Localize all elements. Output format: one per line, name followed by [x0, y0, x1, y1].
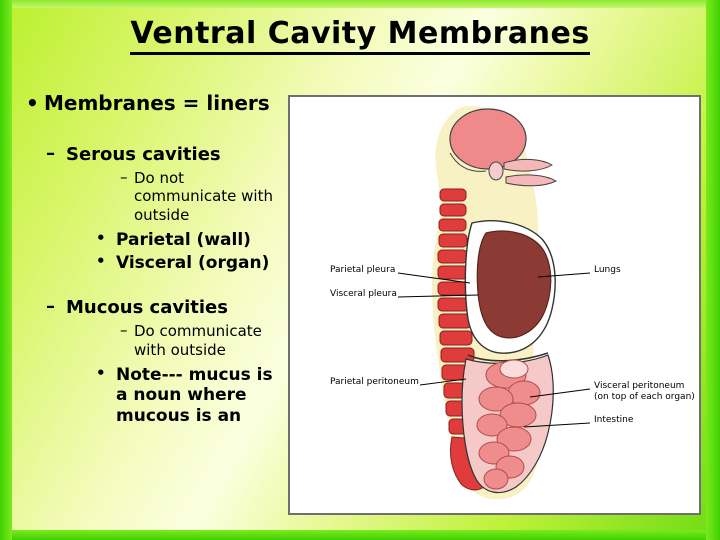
list-item-label: Serous cavities: [66, 143, 221, 165]
list-item-label: Note--- mucus is a noun where mucous is an: [116, 365, 273, 426]
slide-frame-left: [0, 0, 12, 540]
label-parietal-pleura: Parietal pleura: [330, 265, 396, 275]
anatomy-diagram-svg: [290, 97, 699, 513]
label-visceral-pleura: Visceral pleura: [330, 289, 397, 299]
slide-frame-top: [0, 0, 720, 8]
bullet-marker: –: [120, 321, 128, 340]
slide-frame-right: [706, 0, 720, 540]
bullet-marker: –: [46, 295, 55, 317]
list-item-label: Mucous cavities: [66, 296, 228, 318]
list-item-label: Do not communicate with outside: [134, 169, 273, 224]
list-item: [18, 297, 286, 319]
anatomy-figure: [288, 95, 701, 515]
list-item-label: Membranes = liners: [44, 91, 270, 115]
bullet-marker: •: [26, 91, 39, 115]
list-item-label: Parietal (wall): [116, 230, 251, 251]
label-visceral-peritoneum-sub: (on top of each organ): [594, 392, 695, 402]
bullet-marker: –: [120, 168, 128, 187]
list-item: [18, 365, 286, 426]
list-item-label: Do communicate with outside: [134, 322, 262, 359]
bullet-marker: –: [46, 142, 55, 164]
list-item: [18, 253, 286, 273]
spacer: [18, 130, 286, 144]
page-title-text: Ventral Cavity Membranes: [130, 16, 589, 55]
list-item: [18, 92, 286, 116]
label-lungs: Lungs: [594, 265, 621, 275]
bullet-marker: •: [96, 252, 106, 271]
list-item: [18, 169, 286, 224]
page-title: [0, 16, 720, 55]
list-item: [18, 322, 286, 359]
label-intestine: Intestine: [594, 415, 634, 425]
bullet-marker: •: [96, 229, 106, 248]
list-item-label: Visceral (organ): [116, 253, 270, 274]
bullet-marker: •: [96, 364, 106, 383]
spacer: [18, 277, 286, 297]
list-item: [18, 144, 286, 166]
slide-frame-bottom: [0, 530, 720, 540]
label-parietal-peritoneum: Parietal peritoneum: [330, 377, 419, 387]
bullet-list: [18, 92, 286, 429]
label-visceral-peritoneum: Visceral peritoneum: [594, 381, 685, 391]
list-item: [18, 230, 286, 250]
